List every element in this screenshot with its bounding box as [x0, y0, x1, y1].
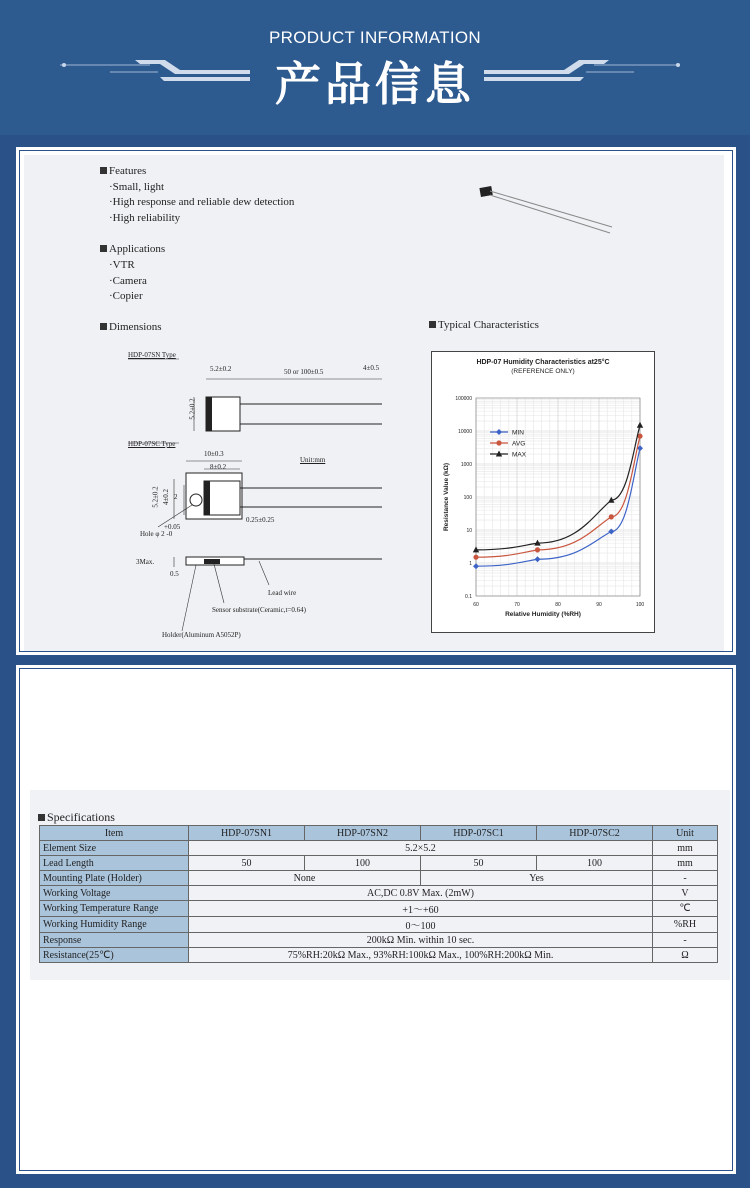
- dim-label: 4±0.2: [162, 488, 171, 506]
- spec-table: [39, 825, 718, 963]
- features-heading: Features: [100, 165, 146, 177]
- chart-title: HDP-07 Humidity Characteristics at25°C: [476, 359, 610, 366]
- cell: 5.2×5.2: [189, 841, 653, 856]
- cell: 50: [421, 856, 537, 871]
- header-cell: HDP-07SC2: [537, 826, 653, 841]
- x-axis-label: Relative Humidity (%RH): [505, 611, 581, 618]
- x-tick-label: 80: [555, 602, 561, 608]
- application-item: ·VTR: [109, 259, 135, 271]
- row-label: Mounting Plate (Holder): [40, 871, 189, 886]
- specifications-heading: Specifications: [38, 810, 115, 825]
- y-tick-label: 1000: [460, 462, 472, 468]
- x-tick-label: 90: [596, 602, 602, 608]
- y-tick-label: 10: [466, 528, 472, 534]
- header-cell: Unit: [653, 826, 718, 841]
- header-cell: HDP-07SC1: [421, 826, 537, 841]
- header-banner: [0, 0, 750, 135]
- dim-label: 5.2±0.2: [210, 365, 232, 373]
- y-tick-label: 1: [469, 561, 472, 567]
- dim-label: 2: [174, 493, 178, 501]
- table-row: [40, 886, 718, 901]
- table-row: [40, 841, 718, 856]
- dim-label: 3Max.: [136, 558, 155, 566]
- dim-label: 8±0.2: [210, 463, 227, 471]
- y-tick-label: 0.1: [465, 594, 472, 600]
- y-tick-label: 100000: [455, 396, 472, 402]
- unit-cell: %RH: [653, 917, 718, 933]
- x-tick-label: 70: [514, 602, 520, 608]
- dim-label: 0.5: [170, 570, 179, 578]
- data-point: [637, 422, 643, 428]
- unit-label: Unit:mm: [300, 456, 326, 464]
- cell: +1～+60: [189, 901, 653, 917]
- data-point: [609, 514, 614, 519]
- y-axis-label: Resistance Value (kΩ): [443, 462, 450, 532]
- cell: Yes: [421, 871, 653, 886]
- dim-label: 4±0.5: [363, 364, 380, 372]
- data-point: [608, 529, 614, 535]
- table-row: [40, 933, 718, 948]
- table-row: [40, 871, 718, 886]
- row-label: Working Voltage: [40, 886, 189, 901]
- cell: 75%RH:20kΩ Max., 93%RH:100kΩ Max., 100%RH:200kΩ Min.: [189, 948, 653, 963]
- table-row: [40, 826, 718, 841]
- sc-type-label: HDP-07SC Type: [128, 440, 176, 448]
- x-tick-label: 100: [635, 602, 645, 608]
- chart-subtitle: (REFERENCE ONLY): [511, 368, 575, 375]
- unit-cell: V: [653, 886, 718, 901]
- humidity-chart: [432, 352, 654, 632]
- table-row: [40, 917, 718, 933]
- feature-item: ·High reliability: [109, 212, 181, 224]
- legend-marker: [496, 440, 501, 445]
- y-tick-label: 100: [463, 495, 472, 501]
- table-row: [40, 856, 718, 871]
- unit-cell: -: [653, 871, 718, 886]
- cell: 100: [305, 856, 421, 871]
- cell: 200kΩ Min. within 10 sec.: [189, 933, 653, 948]
- right-ornament: [484, 60, 684, 90]
- row-label: Response: [40, 933, 189, 948]
- unit-cell: -: [653, 933, 718, 948]
- dim-label: 5.2±0.2: [151, 486, 160, 508]
- specifications-scan: [30, 790, 730, 980]
- dim-label: Hole φ 2 -0: [140, 530, 173, 538]
- cell: 0～100: [189, 917, 653, 933]
- table-row: [40, 901, 718, 917]
- legend-label: MAX: [512, 451, 527, 459]
- application-item: ·Copier: [109, 290, 143, 302]
- legend-label: AVG: [512, 440, 526, 448]
- application-item: ·Camera: [109, 275, 147, 287]
- y-tick-label: 10000: [458, 429, 472, 435]
- sensor-photo: [474, 181, 624, 236]
- sn-type-label: HDP-07SN Type: [128, 351, 176, 359]
- x-tick-label: 60: [473, 602, 479, 608]
- cell: 100: [537, 856, 653, 871]
- dim-label: 50 or 100±0.5: [284, 368, 324, 376]
- header-cell: HDP-07SN2: [305, 826, 421, 841]
- data-point: [535, 547, 540, 552]
- typical-heading: Typical Characteristics: [429, 319, 539, 331]
- row-label: Element Size: [40, 841, 189, 856]
- holder-label: Holder(Aluminum A5052P): [162, 631, 241, 639]
- dim-label: 0.25±0.25: [246, 516, 275, 524]
- feature-item: ·High response and reliable dew detection: [109, 196, 295, 208]
- unit-cell: ℃: [653, 901, 718, 917]
- data-point: [535, 556, 541, 562]
- applications-heading: Applications: [100, 243, 165, 255]
- unit-cell: mm: [653, 856, 718, 871]
- cell: 50: [189, 856, 305, 871]
- cell: None: [189, 871, 421, 886]
- table-row: [40, 948, 718, 963]
- dim-label: 10±0.3: [204, 450, 224, 458]
- row-label: Working Temperature Range: [40, 901, 189, 917]
- cell: AC,DC 0.8V Max. (2mW): [189, 886, 653, 901]
- header-cell: Item: [40, 826, 189, 841]
- legend-label: MIN: [512, 429, 524, 437]
- header-cell: HDP-07SN1: [189, 826, 305, 841]
- row-label: Resistance(25℃): [40, 948, 189, 963]
- title-en: PRODUCT INFORMATION: [269, 28, 481, 47]
- chart-frame: [431, 351, 655, 633]
- row-label: Working Humidity Range: [40, 917, 189, 933]
- substrate-label: Sensor substrate(Ceramic,t=0.64): [212, 606, 306, 614]
- dim-label: 5.2±0.2: [188, 398, 197, 420]
- title-zh: 产品信息: [275, 57, 475, 111]
- unit-cell: Ω: [653, 948, 718, 963]
- datasheet-scan: [24, 155, 724, 651]
- data-point: [473, 555, 478, 560]
- lead-wire-label: Lead wire: [268, 589, 297, 597]
- row-label: Lead Length: [40, 856, 189, 871]
- dimensions-heading: Dimensions: [100, 321, 162, 333]
- left-ornament: [60, 60, 260, 90]
- unit-cell: mm: [653, 841, 718, 856]
- feature-item: ·Small, light: [109, 181, 164, 193]
- dim-label: +0.05: [164, 523, 181, 531]
